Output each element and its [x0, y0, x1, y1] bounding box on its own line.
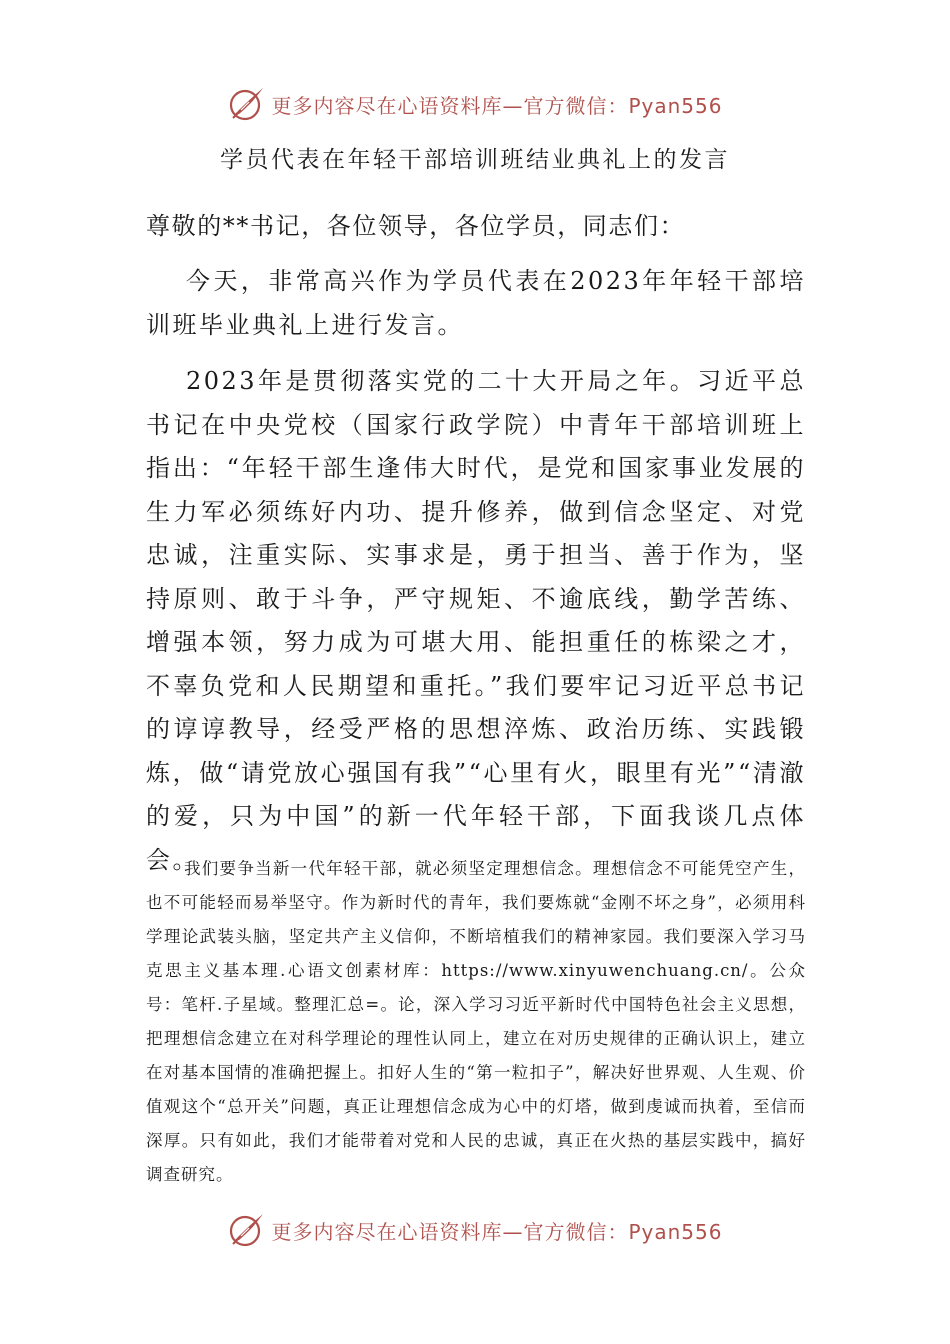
quill-circle-logo-icon: [227, 1210, 267, 1250]
paragraph-intro: 今天，非常高兴作为学员代表在2023年年轻干部培训班毕业典礼上进行发言。: [146, 267, 806, 339]
quill-circle-logo-icon: [227, 84, 267, 124]
footer-banner: [0, 1208, 950, 1252]
header-banner: [0, 82, 950, 126]
paragraph-ideals: 我们要争当新一代年轻干部，就必须坚定理想信念。理想信念不可能凭空产生，也不可能轻而易举坚守。作为新时代的青年，我们要炼就“金刚不坏之身”，必须用科学理论武装头脑，坚定共产主义信仰，不断培植我们的精神家园。我们要深入学习马克思主义基本理.心语文创素材库：https://www.xinyuwenchuang.cn/。公众号：笔杆.子星域。整理汇总=。论，深入学习习近平新时代中国特色社会主义思想，把理想信念建立在对科学理论的理性认同上，建立在对历史规律的正确认识上，建立在对基本国情的准确把握上。扣好人生的“第一粒扣子”，解决好世界观、人生观、价值观这个“总开关”问题，真正让理想信念成为心中的灯塔，做到虔诚而执着，至信而深厚。只有如此，我们才能带着对党和人民的忠诚，真正在火热的基层实践中，搞好调查研究。: [146, 859, 806, 1184]
paragraph-main: 2023年是贯彻落实党的二十大开局之年。习近平总书记在中央党校（国家行政学院）中青年干部培训班上指出：“年轻干部生逢伟大时代，是党和国家事业发展的生力军必须练好内功、提升修养，做到信念坚定、对党忠诚，注重实际、实事求是，勇于担当、善于作为，坚持原则、敢于斗争，严守规矩、不逾底线，勤学苦练、增强本领，努力成为可堪大用、能担重任的栋梁之才，不辜负党和人民期望和重托。”我们要牢记习近平总书记的谆谆教导，经受严格的思想淬炼、政治历练、实践锻炼，做“请党放心强国有我”“心里有火，眼里有光”“清澈的爱，只为中国”的新一代年轻干部，下面我谈几点体会。: [146, 367, 806, 874]
page-title: 学员代表在年轻干部培训班结业典礼上的发言: [220, 147, 730, 173]
salutation: 尊敬的**书记，各位领导，各位学员，同志们：: [146, 212, 686, 240]
banner-text: 更多内容尽在心语资料库—官方微信：Pyan556: [271, 93, 723, 118]
banner-text: 更多内容尽在心语资料库—官方微信：Pyan556: [271, 1219, 723, 1244]
